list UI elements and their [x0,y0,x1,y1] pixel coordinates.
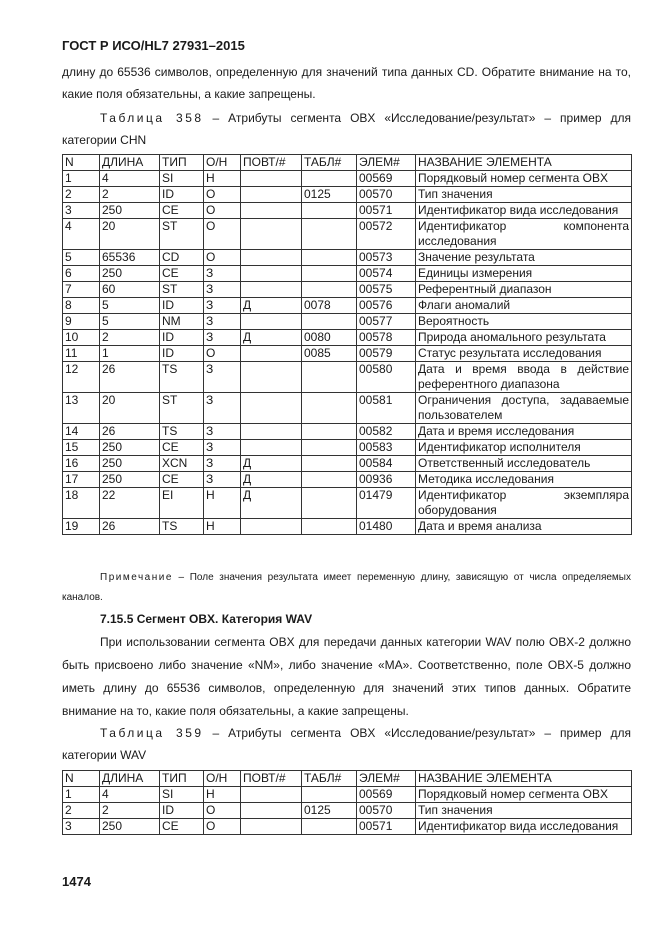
table-cell: CE [160,472,204,488]
table-header-row [63,771,632,787]
table-cell: 2 [63,187,100,203]
table-cell [302,424,357,440]
table-cell [241,250,302,266]
table-cell: 17 [63,472,100,488]
table-row [63,488,632,519]
table-359 [62,770,632,835]
table-358 [62,154,632,535]
table-cell [241,787,302,803]
table-cell: 20 [100,219,160,250]
table-cell: 250 [100,472,160,488]
table-cell: 00571 [357,819,416,835]
table-cell: 00575 [357,282,416,298]
column-header: ТИП [160,771,204,787]
table-cell: Тип значения [416,803,632,819]
table-cell: 00936 [357,472,416,488]
table-cell: XCN [160,456,204,472]
table-cell: 60 [100,282,160,298]
table-cell: 00579 [357,346,416,362]
table-cell [241,362,302,393]
table-cell: Порядковый номер сегмента OBX [416,171,632,187]
table-cell: Идентификатор вида исследования [416,819,632,835]
table-cell: 22 [100,488,160,519]
table-cell: CE [160,819,204,835]
table-cell: Д [241,456,302,472]
table-cell [241,266,302,282]
table-cell: Идентификатор компонента исследования [416,219,632,250]
table-cell: 250 [100,266,160,282]
table-cell [302,787,357,803]
table-cell: 16 [63,456,100,472]
table-cell: CD [160,250,204,266]
table-row [63,362,632,393]
caption-text: – Атрибуты сегмента OBX «Исследование/результат» – пример для категории WAV [62,726,632,762]
table-cell [302,519,357,535]
table-cell: О [204,187,241,203]
table-cell: 14 [63,424,100,440]
table-cell [302,456,357,472]
table-cell [302,440,357,456]
column-header: ПОВТ/# [241,771,302,787]
table-cell: 00570 [357,803,416,819]
table-cell [241,219,302,250]
table-cell: 5 [100,314,160,330]
column-header: N [63,771,100,787]
table-cell: Д [241,298,302,314]
table-cell [241,519,302,535]
table-cell: 250 [100,819,160,835]
table-row [63,282,632,298]
table-row [63,519,632,535]
page-number: 1474 [62,874,91,889]
table-cell: 00581 [357,393,416,424]
table-cell: 8 [63,298,100,314]
table-cell: 26 [100,362,160,393]
table-cell [302,266,357,282]
table-cell: Дата и время ввода в действие референтного диапазона [416,362,632,393]
table-cell: 00574 [357,266,416,282]
column-header: О/Н [204,771,241,787]
column-header: ЭЛЕМ# [357,771,416,787]
table-cell: 0125 [302,803,357,819]
table-cell: 00577 [357,314,416,330]
table-cell: З [204,440,241,456]
table-cell: ID [160,803,204,819]
caption-label: Таблица 358 [100,111,204,125]
table-cell [302,393,357,424]
table-cell: 0085 [302,346,357,362]
table-cell: 65536 [100,250,160,266]
table-cell: Природа аномального результата [416,330,632,346]
table-cell: 2 [63,803,100,819]
table-row [63,472,632,488]
table-cell [302,282,357,298]
table-cell: Ответственный исследователь [416,456,632,472]
caption-text: – Атрибуты сегмента OBX «Исследование/результат» – пример для категории CHN [62,111,632,147]
table-cell [302,203,357,219]
table-cell: 4 [100,787,160,803]
table-cell: 0125 [302,187,357,203]
table-row [63,803,632,819]
table-row [63,250,632,266]
table-cell [241,393,302,424]
table-cell: О [204,346,241,362]
table-cell: Значение результата [416,250,632,266]
table-cell: 1 [63,171,100,187]
column-header: ТАБЛ# [302,155,357,171]
column-header: ТИП [160,155,204,171]
table-cell: З [204,314,241,330]
table-cell: 01480 [357,519,416,535]
table-cell: 26 [100,424,160,440]
column-header: НАЗВАНИЕ ЭЛЕМЕНТА [416,771,632,787]
table-cell: З [204,456,241,472]
table-cell: Д [241,488,302,519]
table-cell: Н [204,171,241,187]
table-cell [241,171,302,187]
table-cell: Н [204,787,241,803]
table-cell [241,187,302,203]
table-cell: 00571 [357,203,416,219]
table-cell: 250 [100,456,160,472]
section-heading: 7.15.5 Сегмент OBX. Категория WAV [100,612,313,626]
table-cell [241,346,302,362]
intro-paragraph: длину до 65536 символов, определенную для значений типа данных CD. Обратите внимание на то, какие поля обязательны, а какие запрещены. [62,65,631,101]
table-cell: Н [204,519,241,535]
table-cell: ID [160,298,204,314]
table-cell: ID [160,346,204,362]
table-cell: 1 [100,346,160,362]
table-cell: 2 [100,330,160,346]
table-cell: Идентификатор исполнителя [416,440,632,456]
table-cell: 00584 [357,456,416,472]
table-cell: 00569 [357,787,416,803]
table-cell: О [204,219,241,250]
column-header: ЭЛЕМ# [357,155,416,171]
table-cell: Методика исследования [416,472,632,488]
table-cell: З [204,472,241,488]
table-cell [302,250,357,266]
table-358-caption [62,107,631,151]
table-cell: З [204,298,241,314]
table-header-row [63,155,632,171]
table-cell: 4 [63,219,100,250]
table-cell: 11 [63,346,100,362]
table-cell: 250 [100,203,160,219]
table-cell: Д [241,330,302,346]
table-cell: SI [160,787,204,803]
table-cell: 00576 [357,298,416,314]
table-cell: 5 [63,250,100,266]
table-cell: 6 [63,266,100,282]
table-cell: Дата и время анализа [416,519,632,535]
table-cell: З [204,282,241,298]
table-cell: 3 [63,819,100,835]
table-cell [302,488,357,519]
table-cell [302,219,357,250]
column-header: НАЗВАНИЕ ЭЛЕМЕНТА [416,155,632,171]
table-row [63,266,632,282]
table-row [63,393,632,424]
table-cell: CE [160,203,204,219]
table-cell: Статус результата исследования [416,346,632,362]
table-row [63,440,632,456]
table-cell: З [204,393,241,424]
table-cell: 12 [63,362,100,393]
table-cell: 00580 [357,362,416,393]
table-row [63,346,632,362]
table-cell: 4 [100,171,160,187]
document-header: ГОСТ Р ИСО/HL7 27931–2015 [62,38,245,53]
table-cell: О [204,203,241,219]
table-cell: 2 [100,803,160,819]
table-cell: Референтный диапазон [416,282,632,298]
section-paragraph: При использовании сегмента OBX для передачи данных категории WAV полю OBX-2 должно быть присвоено либо значение «NM», либо значение «MA». Соответственно, поле OBX-5 должно иметь длину до 65536 символов, определенную для значений этих типов данных. Обратите внимание на то, какие поля обязательны, а какие запрещены. [62,635,631,718]
table-row [63,456,632,472]
table-cell: 9 [63,314,100,330]
table-cell: 00573 [357,250,416,266]
table-cell: 0080 [302,330,357,346]
table-cell: Дата и время исследования [416,424,632,440]
table-cell [302,171,357,187]
table-cell: EI [160,488,204,519]
table-cell [241,424,302,440]
table-row [63,819,632,835]
table-cell: 01479 [357,488,416,519]
table-cell: 15 [63,440,100,456]
table-cell: ST [160,282,204,298]
caption-label: Таблица 359 [100,726,204,740]
table-row [63,298,632,314]
table-cell [241,803,302,819]
column-header: О/Н [204,155,241,171]
table-row [63,203,632,219]
table-cell: 2 [100,187,160,203]
table-cell: CE [160,440,204,456]
table-cell: З [204,330,241,346]
table-cell: 250 [100,440,160,456]
table-cell [241,440,302,456]
column-header: ПОВТ/# [241,155,302,171]
column-header: ДЛИНА [100,771,160,787]
table-359-caption [62,722,631,766]
table-cell: О [204,819,241,835]
table-cell: 7 [63,282,100,298]
table-cell [302,314,357,330]
table-cell: Вероятность [416,314,632,330]
table-cell [302,362,357,393]
table-cell: З [204,424,241,440]
table-cell: 00570 [357,187,416,203]
table-cell: Ограничения доступа, задаваемые пользователем [416,393,632,424]
table-cell [241,314,302,330]
table-row [63,171,632,187]
table-row [63,187,632,203]
table-cell: TS [160,519,204,535]
column-header: N [63,155,100,171]
table-cell: Единицы измерения [416,266,632,282]
table-row [63,424,632,440]
table-cell: Порядковый номер сегмента OBX [416,787,632,803]
table-cell [241,203,302,219]
table-cell: ID [160,330,204,346]
table-cell: З [204,266,241,282]
table-cell: CE [160,266,204,282]
table-cell: 13 [63,393,100,424]
table-cell: 5 [100,298,160,314]
column-header: ТАБЛ# [302,771,357,787]
table-cell: ST [160,393,204,424]
table-cell: TS [160,424,204,440]
table-cell: TS [160,362,204,393]
table-cell [241,282,302,298]
table-cell: 10 [63,330,100,346]
table-cell: ID [160,187,204,203]
table-cell: SI [160,171,204,187]
table-cell: 3 [63,203,100,219]
table-note [62,568,631,608]
table-cell: Идентификатор экземпляра оборудования [416,488,632,519]
table-cell: NM [160,314,204,330]
table-cell: 26 [100,519,160,535]
note-text: – Поле значения результата имеет переменную длину, зависящую от числа определяемых каналов. [62,572,631,603]
table-cell [302,472,357,488]
table-cell: З [204,362,241,393]
table-cell: 00572 [357,219,416,250]
column-header: ДЛИНА [100,155,160,171]
table-row [63,787,632,803]
table-cell: О [204,803,241,819]
table-cell: 00578 [357,330,416,346]
table-cell: Флаги аномалий [416,298,632,314]
table-cell: 19 [63,519,100,535]
table-cell: 00583 [357,440,416,456]
table-cell [302,819,357,835]
table-cell: Тип значения [416,187,632,203]
table-cell: Идентификатор вида исследования [416,203,632,219]
table-cell: О [204,250,241,266]
table-cell: 00569 [357,171,416,187]
note-label: Примечание [100,572,173,583]
table-row [63,314,632,330]
table-cell: 18 [63,488,100,519]
table-cell: ST [160,219,204,250]
table-cell: 20 [100,393,160,424]
table-cell: 1 [63,787,100,803]
table-cell [241,819,302,835]
table-cell: 00582 [357,424,416,440]
table-row [63,219,632,250]
table-row [63,330,632,346]
table-cell: Д [241,472,302,488]
table-cell: Н [204,488,241,519]
table-cell: 0078 [302,298,357,314]
